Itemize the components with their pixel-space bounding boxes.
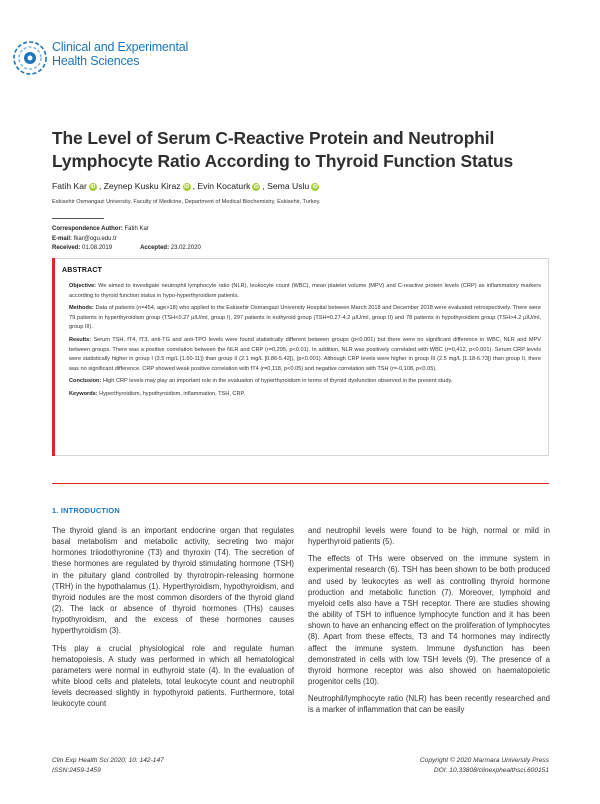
article-title-line2: Lymphocyte Ratio According to Thyroid Function Status xyxy=(52,151,514,171)
received-date: 01.08.2019 xyxy=(82,245,113,251)
issn: ISSN:2459-1459 xyxy=(52,767,101,774)
paragraph: and neutrophil levels were found to be high, normal or mild in hyperthyroid patients (5). xyxy=(308,526,550,547)
abstract-heading: ABSTRACT xyxy=(62,267,103,274)
paragraph: Neutrophil/lymphocyte ratio (NLR) has been recently researched and is a marker of inflammation that can be easily xyxy=(308,694,550,715)
journal-logo-icon xyxy=(12,40,48,76)
citation: Clin Exp Health Sci 2020; 10: 142-147 xyxy=(52,757,164,764)
affiliation: Eskisehir Osmangazi University, Faculty of Medicine, Department of Medical Biochemistry, Eskisehir, Turkey. xyxy=(52,199,321,205)
footer-copyright xyxy=(420,756,549,776)
correspondence-label: Correspondence Author: xyxy=(52,226,123,232)
section-divider xyxy=(52,483,549,484)
abstract-methods: Methods: Data of patients (n=454, age>18) who applied to the Eskisehir Osmangazi University Hospital between March 2018 and December 2018 were evaluated retrospectively. There were 79 patients in hyperthyroidism group (TSH<0.27 µIU/ml, group I), 297 patients in euthyroid group (TSH=0.27-4.2 µIU/ml, group II) and 78 patients in hypothyroidism group (TSH>4.2 µIU/ml, group III). xyxy=(69,305,541,331)
accepted-label: Accepted: xyxy=(140,245,170,251)
abstract-objective: Objective: We aimed to investigate neutrophil lymphocyte ratio (NLR), leukocyte count (WBC), mean platelet volume (MPV) and C-reactive protein levels (CRP) as inflammatory markers according to thyroid function status in hypo-hyperthyroidism patients. xyxy=(69,283,541,299)
accepted-date: 23.02.2020 xyxy=(170,245,201,251)
orcid-icon[interactable]: iD xyxy=(184,184,190,190)
paragraph: The effects of THs were observed on the immune system in experimental research (6). TSH has been shown to be both produced and used by leukocytes as well as controlling thyroid hormone production and metabolic function (7). Moreover, lymphoid and myeloid cells also have a TSH receptor. There are studies showing the ability of TSH to influence lymphocyte function and it has been shown to have an enhancing effect on the proliferation of lymphocytes (8). Apart from these effects, T3 and T4 hormones may indirectly affect the immune system. Immune dysfunction has been demonstrated in cells with low TSH levels (9). The presence of a thyroid hormone receptor was also showed on haematopoietic progenitor cells (10). xyxy=(308,554,550,687)
section-heading: 1. INTRODUCTION xyxy=(52,506,120,515)
correspondence-name: Fatih Kar xyxy=(124,226,149,232)
author-name: Sema Uslu xyxy=(267,181,310,191)
abstract-accent-bar xyxy=(52,258,55,456)
correspondence-block xyxy=(52,225,201,254)
divider xyxy=(52,218,104,219)
body-column-right xyxy=(308,525,550,722)
abstract-keywords: Keywords: Hyperthyroidism, hypothyroidism, inflammation, TSH, CRP. xyxy=(69,390,246,397)
orcid-icon[interactable]: iD xyxy=(90,184,96,190)
email-link[interactable]: fkar@ogu.edu.tr xyxy=(73,235,117,242)
journal-name-line1: Clinical and Experimental xyxy=(52,40,189,54)
journal-name-line2: Health Sciences xyxy=(52,54,140,68)
footer-citation xyxy=(52,756,164,776)
body-column-left xyxy=(52,525,294,716)
paragraph: THs play a crucial physiological role and regulate human hematopoiesis. A study was performed in which all hematological parameters were normal in euthyroid state (4). In the evaluation of white blood cells and platelets, total leukocyte count and neutrophil levels decreased slightly in hypothyroid patients. Furthermore, total leukocyte count xyxy=(52,643,294,709)
author-list: Fatih Kar iD , Zeynep Kusku Kiraz iD , Evin Kocaturk iD , Sema Uslu iD xyxy=(52,181,318,191)
abstract-results: Results: Serum TSH, fT4, fT3, anti-TG and anti-TPO levels were found statistically different between groups (p<0.001) but there were no significant difference in WBC, NLR and MPV between groups. There was a positive correlation between the NLR and CRP (r=0,295, p<0.01). In addition, NLR was positively correlated with WBC (r=0,412, p<0.001). Serum CRP levels were statistically higher in group I (3.5 mg/L [1.50-11]) than group II (2.1 mg/L [0.86-5.42]), (p<0.001). Although CRP levels were higher in group III (2.5 mg/L [1.18-6.73]) than group II, there was no significant difference. CRP showed weak positive correlation with fT4 (r=0,118, p<0.05) and negative correlation with TSH (r=-0,108, p<0.05). xyxy=(69,336,541,372)
article-title-line1: The Level of Serum C-Reactive Protein and Neutrophil xyxy=(52,128,495,148)
orcid-icon[interactable]: iD xyxy=(312,184,318,190)
paragraph: The thyroid gland is an important endocrine organ that regulates basal metabolism and metabolic activity, secreting two major hormones triiodothyronine (T3) and thyroxin (T4). The secretion of these hormones are regulated by thyroid stimulating hormone (TSH) in the pituitary gland controlled by thyrotropin-releasing hormone (TRH) in the hypothalamus (1). Hyperthyroidism, hypothyroidism, and thyroid nodules are the most common disorders of the thyroid gland (2). The lack or absence of thyroid hormones (THs) causes hypothyroidism, and the excess of these hormones causes hyperthyroidism (3). xyxy=(52,526,294,636)
author-name: Fatih Kar xyxy=(52,181,87,191)
article-title xyxy=(52,127,552,173)
abstract-conclusion: Conclusion: High CRP levels may play an important role in the evaluation of hyperthyroidism in terms of thyroid dysfunction observed in the present study. xyxy=(69,378,453,385)
journal-name xyxy=(52,40,188,68)
doi-link[interactable]: DOI: 10.33808/clinexphealthsci.600151 xyxy=(433,767,549,774)
abstract-body xyxy=(69,282,541,403)
received-label: Received: xyxy=(52,245,81,251)
author-name: Evin Kocaturk xyxy=(197,181,251,191)
copyright: Copyright © 2020 Marmara University Press xyxy=(419,757,549,764)
author-name: Zeynep Kusku Kiraz xyxy=(103,181,181,191)
email-label: E-mail: xyxy=(52,235,73,242)
orcid-icon[interactable]: iD xyxy=(253,184,259,190)
